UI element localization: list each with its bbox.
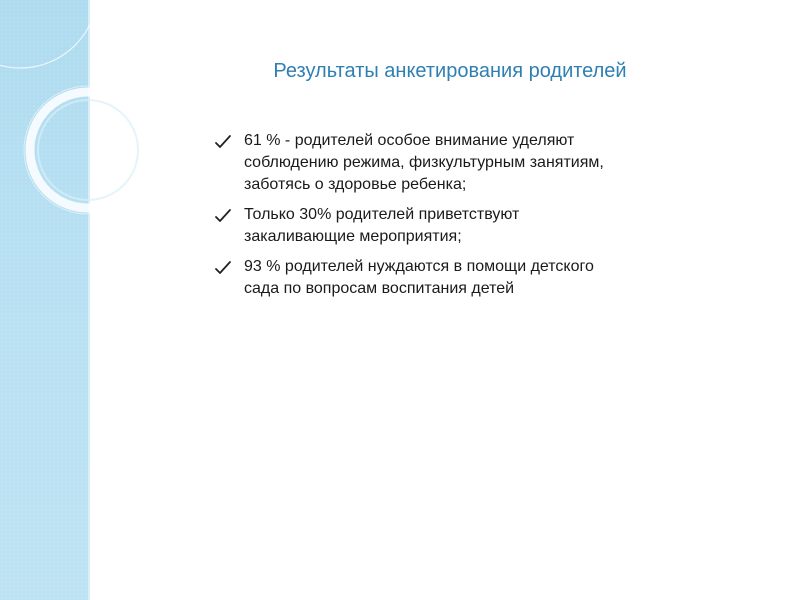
check-icon <box>214 133 232 151</box>
slide-title: Результаты анкетирования родителей <box>273 60 627 82</box>
bullet-list <box>214 130 614 308</box>
bullet-text: 93 % родителей нуждаются в помощи детского сада по вопросам воспитания детей <box>244 258 594 297</box>
check-icon <box>214 259 232 277</box>
bullet-text: Только 30% родителей приветствуют закаливающие мероприятия; <box>244 206 520 245</box>
list-item <box>214 204 614 248</box>
check-icon <box>214 207 232 225</box>
list-item <box>214 130 614 196</box>
list-item <box>214 256 614 300</box>
decorative-rings <box>0 0 160 220</box>
bullet-text: 61 % - родителей особое внимание уделяют соблюдению режима, физкультурным занятиям, заботясь о здоровье ребенка; <box>244 132 604 193</box>
